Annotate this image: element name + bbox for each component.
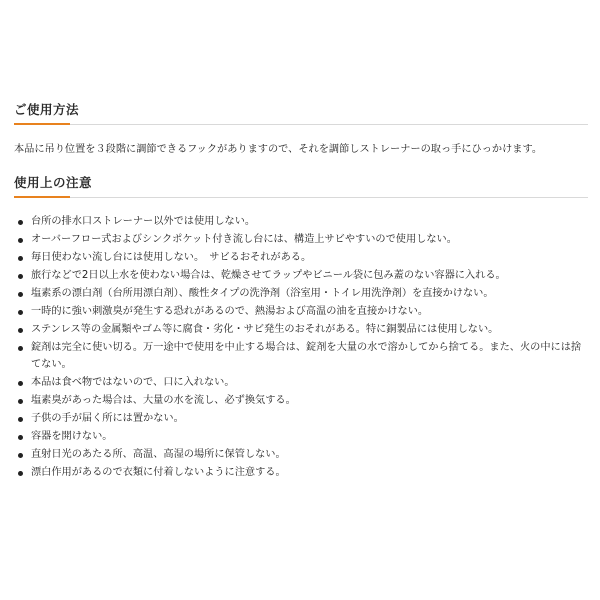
bullet-icon (18, 328, 23, 333)
bullet-icon (18, 310, 23, 315)
caution-text: 容器を開けない。 (31, 430, 113, 442)
caution-item (0, 268, 600, 285)
caution-text: 子供の手が届く所には置かない。 (31, 412, 184, 424)
caution-text: オーバーフロー式およびシンクポケット付き流し台には、構造上サビやすいので使用しない。 (31, 234, 457, 245)
bullet-icon (18, 399, 23, 404)
usage-text: 本品に吊り位置を３段階に調節できるフックがありますので、それを調節しストレーナーの取っ手にひっかけます。 (14, 144, 543, 155)
caution-item (0, 340, 600, 373)
caution-item (0, 465, 600, 482)
caution-text: 毎日使わない流し台には使用しない。 サビるおそれがある。 (31, 252, 312, 263)
caution-text: 旅行などで2日以上水を使わない場合は、乾燥させてラップやビニール袋に包み蓋のない容器に入れる。 (31, 270, 506, 281)
caution-list (0, 214, 600, 483)
usage-heading-accent (14, 123, 70, 125)
caution-item (0, 214, 600, 231)
caution-item (0, 250, 600, 267)
usage-heading: ご使用方法 (14, 102, 80, 117)
caution-text: 本品は食べ物ではないので、口に入れない。 (31, 376, 235, 388)
caution-item (0, 393, 600, 410)
caution-item (0, 411, 600, 428)
bullet-icon (18, 238, 23, 243)
usage-heading-rule (14, 124, 588, 125)
cautions-heading-rule (14, 197, 588, 198)
bullet-icon (18, 256, 23, 261)
caution-item (0, 375, 600, 392)
bullet-icon (18, 453, 23, 458)
caution-text: 漂白作用があるので衣類に付着しないように注意する。 (31, 466, 286, 478)
caution-item (0, 304, 600, 321)
bullet-icon (18, 292, 23, 297)
bullet-icon (18, 381, 23, 386)
caution-text: ステンレス等の金属類やゴム等に腐食・劣化・サビ発生のおそれがある。特に銅製品には使用しない。 (31, 324, 499, 335)
caution-text: 直射日光のあたる所、高温、高湿の場所に保管しない。 (31, 448, 286, 460)
cautions-heading: 使用上の注意 (14, 175, 93, 190)
caution-item (0, 286, 600, 303)
caution-item (0, 322, 600, 339)
bullet-icon (18, 471, 23, 476)
bullet-icon (18, 435, 23, 440)
caution-text: 一時的に強い刺激臭が発生する恐れがあるので、熱湯および高温の油を直接かけない。 (31, 306, 429, 317)
bullet-icon (18, 346, 23, 351)
bullet-icon (18, 417, 23, 422)
caution-text: 塩素臭があった場合は、大量の水を流し、必ず換気する。 (31, 394, 296, 406)
caution-text: 塩素系の漂白剤（台所用漂白剤）、酸性タイプの洗浄剤（浴室用・トイレ用洗浄剤）を直接かけない。 (31, 288, 494, 299)
caution-text: 台所の排水口ストレーナー以外では使用しない。 (31, 216, 256, 227)
caution-item (0, 447, 600, 464)
cautions-heading-accent (14, 196, 70, 198)
bullet-icon (18, 274, 23, 279)
caution-text: 錠剤は完全に使い切る。万一途中で使用を中止する場合は、錠剤を大量の水で溶かしてから捨てる。また、火の中には捨てない。 (31, 342, 582, 370)
bullet-icon (18, 220, 23, 225)
caution-item (0, 232, 600, 249)
caution-item (0, 429, 600, 446)
